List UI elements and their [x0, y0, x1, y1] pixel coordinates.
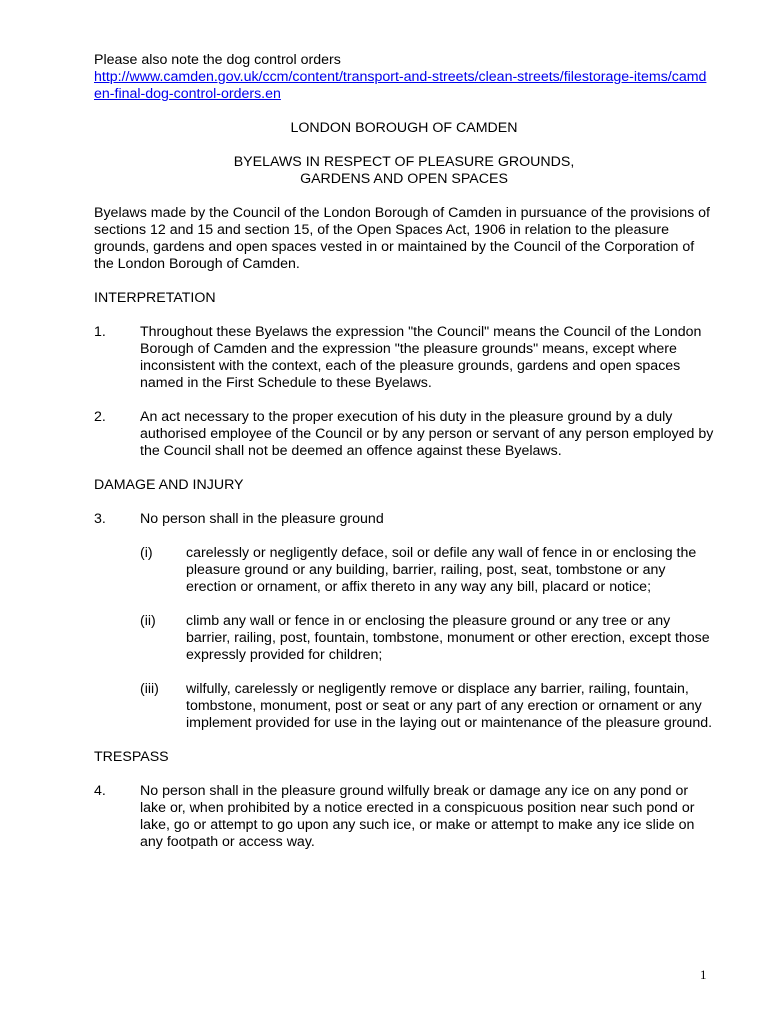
clause-2 [94, 409, 714, 460]
clause-text: Throughout these Byelaws the expression "the Council" means the Council of the London Borough of Camden and the expression "the pleasure grounds" means, except where inconsistent with the context, each of the pleasure grounds, gardens and open spaces named in the First Schedule to these Byelaws. [140, 324, 702, 391]
clause-1 [94, 324, 714, 392]
borough-heading: LONDON BOROUGH OF CAMDEN [290, 120, 518, 136]
clause-number: 2. [94, 409, 106, 425]
subclause-iii [94, 681, 714, 732]
clause-number: 3. [94, 511, 106, 527]
preamble-paragraph: Byelaws made by the Council of the London Borough of Camden in pursuance of the provisions of sections 12 and 15 and section 15, of the Open Spaces Act, 1906 in relation to the pleasure grounds, gardens and open spaces vested in or maintained by the Council of the Corporation of the London Borough of Camden. [94, 205, 710, 272]
subclause-number: (i) [140, 545, 153, 561]
subclause-text: climb any wall or fence in or enclosing the pleasure ground or any tree or any barrier, railing, post, fountain, tombstone, monument or other erection, except those expressly provided for children; [186, 613, 710, 663]
subclause-number: (ii) [140, 613, 156, 629]
byelaws-title-line-1: BYELAWS IN RESPECT OF PLEASURE GROUNDS, [233, 154, 575, 170]
clause-number: 4. [94, 783, 106, 799]
clause-text: No person shall in the pleasure ground wilfully break or damage any ice on any pond or lake or, when prohibited by a notice erected in a conspicuous position near such pond or lake, go or attempt to go upon any such ice, or make or attempt to make any ice slide on any footpath or access way. [140, 783, 695, 850]
damage-and-injury-heading: DAMAGE AND INJURY [94, 477, 244, 493]
clause-4 [94, 783, 714, 851]
clause-number: 1. [94, 324, 106, 340]
document-page [94, 52, 714, 851]
subclause-number: (iii) [140, 681, 159, 697]
clause-3 [94, 511, 714, 528]
page-number: 1 [700, 967, 707, 982]
subclause-text: carelessly or negligently deface, soil or defile any wall of fence in or enclosing the pleasure ground or any building, barrier, railing, post, seat, tombstone or any erection or ornament, or affix thereto in any way any bill, placard or notice; [186, 545, 697, 595]
interpretation-heading: INTERPRETATION [94, 290, 216, 306]
clause-text: No person shall in the pleasure ground [140, 511, 384, 527]
dog-control-note: Please also note the dog control orders [94, 52, 341, 68]
subclause-i [94, 545, 714, 596]
subclause-text: wilfully, carelessly or negligently remove or displace any barrier, railing, fountain, tombstone, monument, post or seat or any part of any erection or ornament or any implement provided for use in the laying out or maintenance of the pleasure ground. [186, 681, 713, 731]
clause-text: An act necessary to the proper execution of his duty in the pleasure ground by a duly authorised employee of the Council or by any person or servant of any person employed by the Council shall not be deemed an offence against these Byelaws. [140, 409, 714, 459]
trespass-heading: TRESPASS [94, 749, 169, 765]
dog-control-orders-link[interactable]: http://www.camden.gov.uk/ccm/content/transport-and-streets/clean-streets/filestorage-items/camden-final-dog-control-orders.en [94, 69, 707, 102]
subclause-ii [94, 613, 714, 664]
byelaws-title [94, 154, 714, 188]
byelaws-title-line-2: GARDENS AND OPEN SPACES [300, 171, 508, 187]
